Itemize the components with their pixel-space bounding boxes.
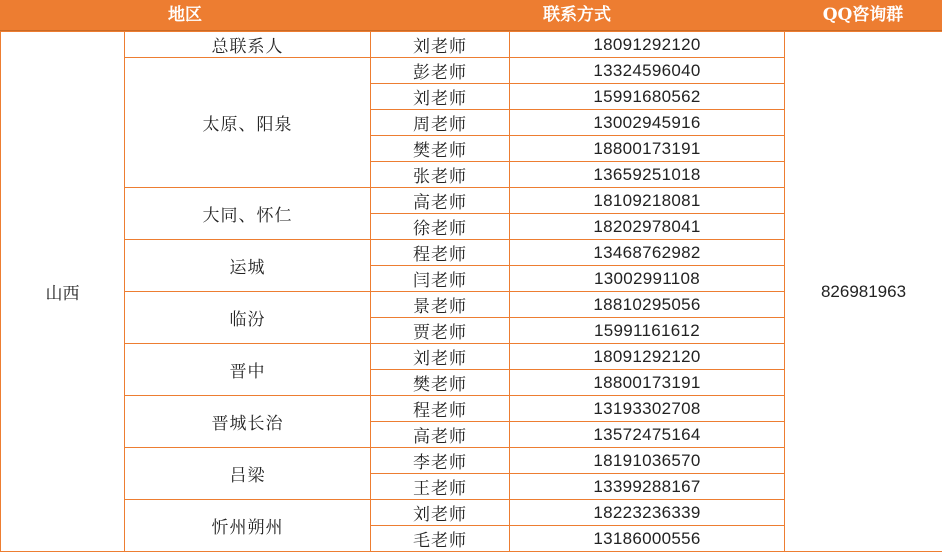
contact-name: 徐老师 (371, 214, 510, 240)
contact-phone: 15991680562 (510, 84, 785, 110)
contact-table (0, 31, 942, 552)
contact-name: 李老师 (371, 448, 510, 474)
contact-name: 王老师 (371, 474, 510, 500)
contact-name: 彭老师 (371, 58, 510, 84)
contact-name: 程老师 (371, 396, 510, 422)
contact-phone: 13002991108 (510, 266, 785, 292)
contact-name: 高老师 (371, 188, 510, 214)
contact-name: 刘老师 (371, 84, 510, 110)
contact-name: 刘老师 (371, 32, 510, 58)
contact-phone: 13572475164 (510, 422, 785, 448)
header-contact: 联系方式 (370, 0, 784, 30)
contact-name: 程老师 (371, 240, 510, 266)
contact-phone: 18091292120 (510, 32, 785, 58)
contact-name: 樊老师 (371, 136, 510, 162)
contact-phone: 13659251018 (510, 162, 785, 188)
contact-phone: 18109218081 (510, 188, 785, 214)
province-cell: 山西 (1, 32, 125, 552)
area-cell: 忻州朔州 (125, 500, 371, 552)
contact-name: 刘老师 (371, 344, 510, 370)
area-cell: 晋中 (125, 344, 371, 396)
contact-phone: 13186000556 (510, 526, 785, 552)
area-cell: 太原、阳泉 (125, 58, 371, 188)
contact-phone: 13468762982 (510, 240, 785, 266)
area-cell: 晋城长治 (125, 396, 371, 448)
qq-group-cell: 826981963 (785, 32, 942, 552)
table-header (0, 0, 942, 31)
header-qq: QQ咨询群 (784, 0, 942, 30)
contact-phone: 13324596040 (510, 58, 785, 84)
contact-phone: 15991161612 (510, 318, 785, 344)
contact-phone: 13002945916 (510, 110, 785, 136)
contact-name: 毛老师 (371, 526, 510, 552)
contact-name: 樊老师 (371, 370, 510, 396)
contact-name: 闫老师 (371, 266, 510, 292)
contact-name: 贾老师 (371, 318, 510, 344)
contact-name: 景老师 (371, 292, 510, 318)
contact-phone: 18191036570 (510, 448, 785, 474)
contact-phone: 18810295056 (510, 292, 785, 318)
contact-phone: 18800173191 (510, 136, 785, 162)
contact-phone: 13193302708 (510, 396, 785, 422)
table-row (1, 32, 942, 58)
contact-table-body (1, 32, 942, 552)
contact-phone: 18202978041 (510, 214, 785, 240)
contact-name: 高老师 (371, 422, 510, 448)
contact-name: 刘老师 (371, 500, 510, 526)
contact-phone: 18223236339 (510, 500, 785, 526)
contact-phone: 18091292120 (510, 344, 785, 370)
area-cell: 总联系人 (125, 32, 371, 58)
area-cell: 大同、怀仁 (125, 188, 371, 240)
area-cell: 吕梁 (125, 448, 371, 500)
contact-phone: 18800173191 (510, 370, 785, 396)
area-cell: 运城 (125, 240, 371, 292)
area-cell: 临汾 (125, 292, 371, 344)
header-region: 地区 (0, 0, 370, 30)
contact-name: 周老师 (371, 110, 510, 136)
contact-name: 张老师 (371, 162, 510, 188)
contact-phone: 13399288167 (510, 474, 785, 500)
